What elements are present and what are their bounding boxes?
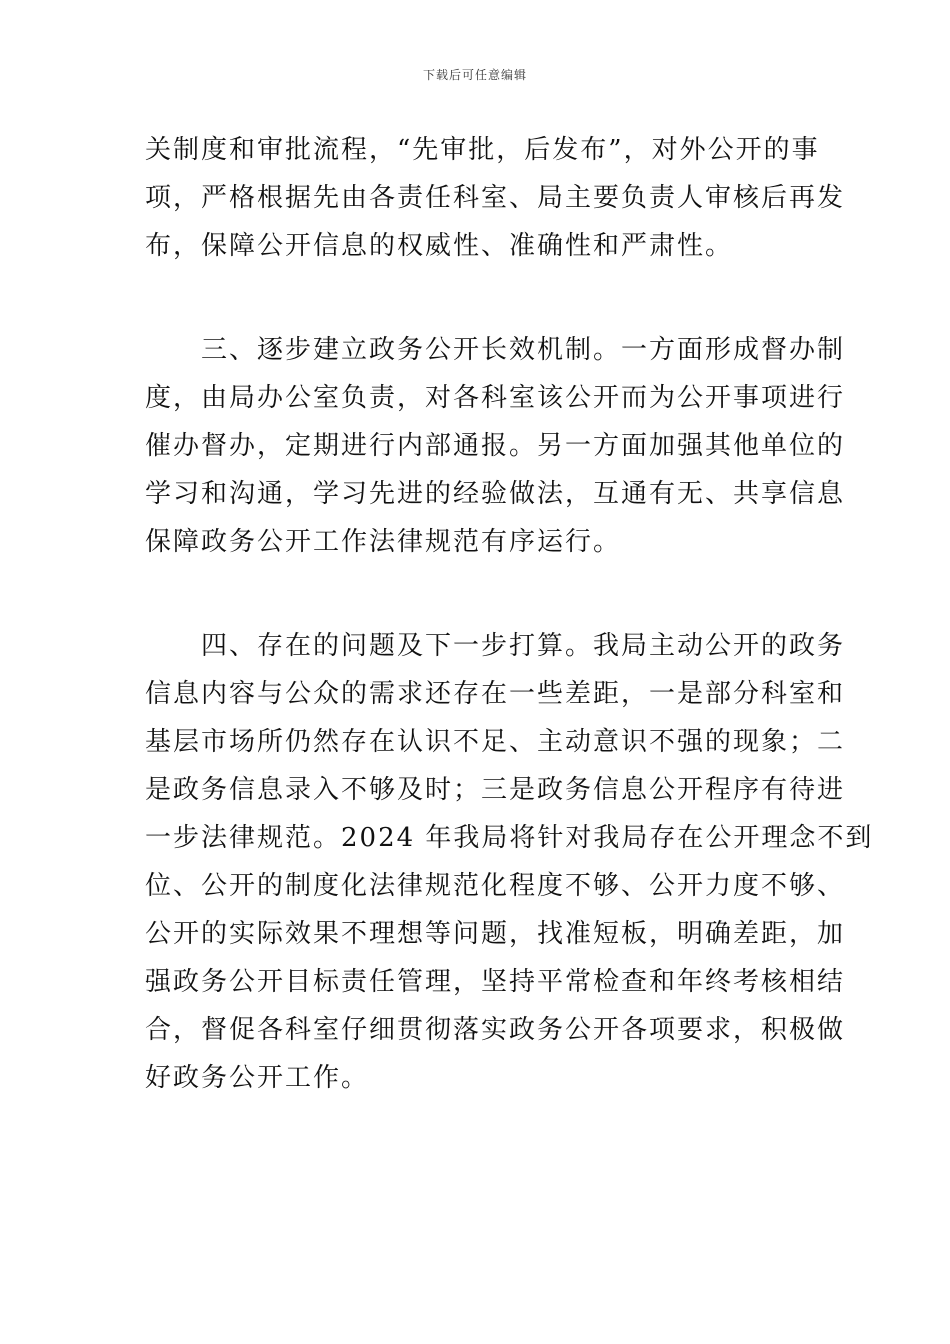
header-note: 下载后可任意编辑: [422, 68, 527, 82]
text-line: 信息内容与公众的需求还存在一些差距，一是部分科室和: [145, 679, 846, 709]
text-line: 三、逐步建立政务公开长效机制。一方面形成督办制: [145, 335, 846, 365]
text-line: 公开的实际效果不理想等问题，找准短板，明确差距，加: [145, 919, 846, 949]
text-line: 基层市场所仍然存在认识不足、主动意识不强的现象；二: [145, 727, 846, 757]
text-line: 强政务公开目标责任管理，坚持平常检查和年终考核相结: [145, 967, 846, 997]
text-line: 关制度和审批流程，“先审批，后发布”，对外公开的事: [145, 135, 820, 165]
text-line: 好政务公开工作。: [145, 1063, 370, 1093]
text-line: 保障政务公开工作法律规范有序运行。: [145, 527, 622, 557]
text-line: 度，由局办公室负责，对各科室该公开而为公开事项进行: [145, 383, 846, 413]
text-line: 是政务信息录入不够及时；三是政务信息公开程序有待进: [145, 775, 846, 805]
text-line: 学习和沟通，学习先进的经验做法，互通有无、共享信息: [145, 479, 846, 509]
text-line: 一步法律规范。2024 年我局将针对我局存在公开理念不到: [145, 823, 874, 853]
text-line: 四、存在的问题及下一步打算。我局主动公开的政务: [145, 631, 846, 661]
text-line: 项，严格根据先由各责任科室、局主要负责人审核后再发: [145, 183, 846, 213]
text-line: 位、公开的制度化法律规范化程度不够、公开力度不够、: [145, 871, 846, 901]
text-line: 催办督办，定期进行内部通报。另一方面加强其他单位的: [145, 431, 846, 461]
paragraph-3: [145, 622, 874, 1102]
paragraph-1: [145, 126, 846, 270]
text-line: 布，保障公开信息的权威性、准确性和严肃性。: [145, 231, 734, 261]
text-line: 合，督促各科室仔细贯彻落实政务公开各项要求，积极做: [145, 1015, 846, 1045]
paragraph-2: [145, 326, 846, 566]
